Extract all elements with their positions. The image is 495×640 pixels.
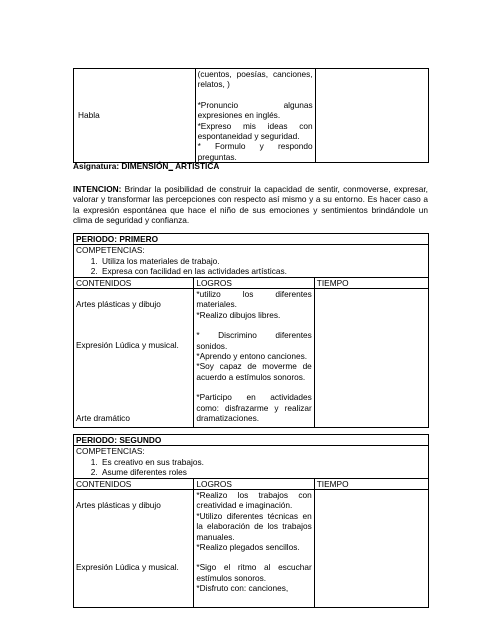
periodo1-logro-spacer-2 [196, 382, 311, 392]
periodo2-contenido-1: Artes plásticas y dibujo [76, 500, 161, 511]
periodo2-logro-spacer [196, 552, 311, 562]
periodo2-header-tiempo: TIEMPO [314, 478, 428, 489]
periodo2-logro-3: *Realizo plegados sencillos. [196, 542, 300, 553]
asignatura-heading: Asignatura: DIMENSIÓN_ ARTISTICA [73, 161, 220, 171]
periodo1-competencia-1: 1. Utiliza los materiales de trabajo. [100, 256, 426, 266]
periodo2-competencias-cell [74, 446, 429, 478]
periodo1-contenido-3: Arte dramático [76, 413, 130, 424]
periodo2-tiempo-cell [314, 490, 428, 608]
periodo2-title-cell [74, 435, 429, 446]
asignatura-label: Asignatura: DIMENSIÓN [73, 161, 169, 171]
periodo1-logro-6: *Soy capaz de moverme de acuerdo a estímulos sonoros. [196, 361, 312, 382]
top-continuation-table [73, 68, 429, 163]
periodo2-logro-5: *Sigo el ritmo al escuchar estímulos sonoros. [196, 562, 312, 583]
periodo2-competencias-label: COMPETENCIAS: [76, 446, 145, 457]
intencion-label: INTENCION: [73, 184, 122, 194]
periodo2-logro-1: *Realizo los trabajos con creatividad e imaginación. [196, 490, 312, 511]
periodo1-header-contenidos: CONTENIDOS [74, 277, 194, 288]
periodo2-title: PERIODO: SEGUNDO [76, 435, 162, 445]
top-logros-cell [195, 69, 315, 163]
intencion-text: Brindar la posibilidad de construir la capacidad de sentir, conmoverse, expresar, valorar y transformar las percepciones con respecto así mismo y a su entorno. Es hacer caso a la expresión espontánea que hace el niño de sus emociones y sentimientos brindándole un clima de seguridad y confianza. [73, 184, 428, 226]
top-contenido-text: Habla [78, 110, 100, 121]
periodo1-header-logros: LOGROS [194, 277, 314, 288]
top-tiempo-cell [315, 69, 428, 163]
periodo1-header-tiempo: TIEMPO [314, 277, 428, 288]
periodo1-logro-4: * Discrimino diferentes sonidos. [196, 330, 312, 351]
top-contenido-cell [74, 69, 196, 163]
periodo1-contenido-1: Artes plásticas y dibujo [76, 299, 161, 310]
periodo2-logro-2: *Utilizo diferentes técnicas en la elaboración de los trabajos manuales. [196, 510, 312, 542]
top-logro-1: (cuentos, poesías, canciones, relatos, ) [197, 69, 313, 90]
periodo1-competencias-label: COMPETENCIAS: [76, 245, 145, 256]
periodo2-logros-cell [194, 490, 314, 608]
periodo2-logro-6: *Disfruto con: canciones, [196, 583, 289, 594]
periodo2-contenidos-cell [74, 490, 194, 608]
asignatura-value: ARTISTICA [175, 161, 220, 171]
periodo2-table [73, 434, 429, 608]
periodo2-contenido-2: Expresión Lúdica y musical. [76, 562, 179, 573]
top-logro-5: * Formulo y respondo preguntas. [197, 141, 313, 162]
periodo1-logro-2: *Realizo dibujos libres. [196, 309, 281, 320]
periodo1-logro-8: *Participo en actividades como: disfrazarme y realizar dramatizaciones. [196, 392, 312, 424]
periodo2-header-contenidos: CONTENIDOS [74, 478, 194, 489]
periodo1-competencias-cell [74, 245, 429, 277]
periodo1-title-cell [74, 234, 429, 245]
periodo1-logro-5: *Aprendo y entono canciones. [196, 351, 308, 362]
intencion-paragraph [73, 184, 428, 226]
periodo1-logro-spacer-1 [196, 320, 311, 330]
periodo1-table [73, 233, 429, 428]
periodo1-competencia-2: 2. Expresa con facilidad en las actividades artísticas. [100, 266, 426, 276]
periodo1-tiempo-cell [314, 289, 428, 428]
periodo1-logro-1: *utilizo los diferentes materiales. [196, 289, 312, 310]
top-logro-4: *Expreso mis ideas con espontaneidad y seguridad. [197, 120, 313, 142]
periodo1-title: PERIODO: PRIMERO [76, 234, 159, 244]
periodo1-contenidos-cell [74, 289, 194, 428]
top-logro-3: *Pronuncio algunas expresiones en inglés. [197, 99, 313, 121]
periodo2-competencia-1: 1. Es creativo en sus trabajos. [100, 457, 426, 467]
top-logro-spacer [198, 90, 313, 100]
periodo1-logros-cell [194, 289, 314, 428]
periodo2-competencia-2: 2. Asume diferentes roles [100, 467, 426, 477]
periodo2-header-logros: LOGROS [194, 478, 314, 489]
periodo1-contenido-2: Expresión Lúdica y musical. [76, 340, 179, 351]
